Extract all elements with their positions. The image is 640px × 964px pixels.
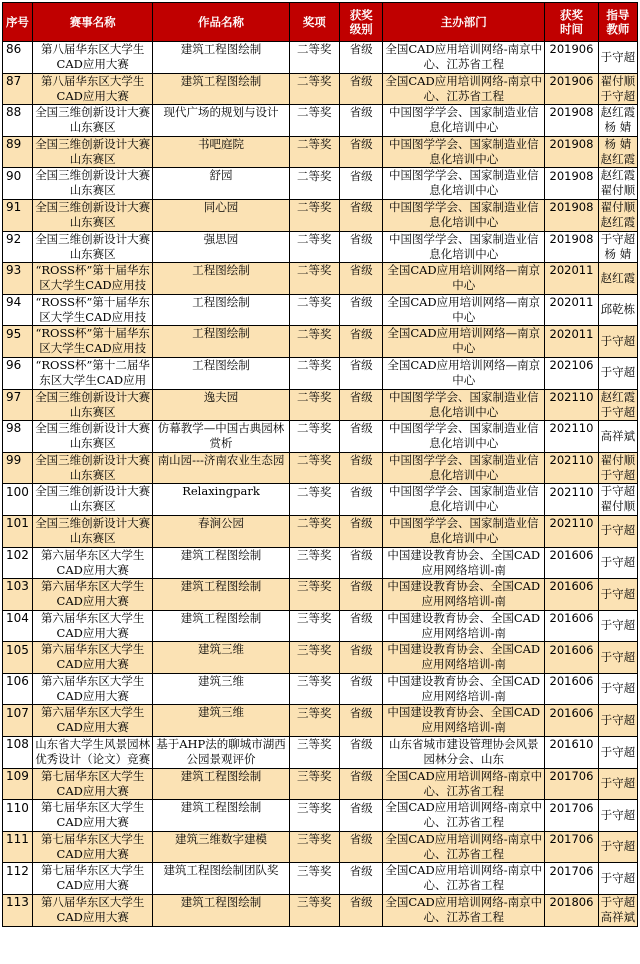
cell-time: 201906 [545,73,599,105]
cell-organizer: 中国图学学会、国家制造业信息化培训中心 [383,452,545,484]
cell-no: 103 [3,579,33,611]
cell-level: 省级 [340,294,383,326]
cell-award: 二等奖 [289,326,340,358]
cell-no: 95 [3,326,33,358]
cell-level: 省级 [340,168,383,200]
table-row [3,357,638,389]
cell-award: 三等奖 [289,737,340,769]
cell-work: 仿幕教学—中国古典园林赏析 [153,421,289,453]
cell-time: 201908 [545,105,599,137]
cell-organizer: 山东省城市建设管理协会风景园林分会、山东 [383,737,545,769]
cell-organizer: 中国图学学会、国家制造业信息化培训中心 [383,421,545,453]
cell-event: 全国三维创新设计大赛山东赛区 [32,168,153,200]
cell-award: 三等奖 [289,673,340,705]
cell-time: 201606 [545,673,599,705]
cell-event: “ROSS杯”第十届华东区大学生CAD应用技 [32,263,153,295]
cell-event: “ROSS杯”第十届华东区大学生CAD应用技 [32,326,153,358]
table-header-row [3,3,638,42]
cell-event: “ROSS杯”第十二届华东区大学生CAD应用 [32,357,153,389]
cell-work: 工程图绘制 [153,357,289,389]
cell-organizer: 中国图学学会、国家制造业信息化培训中心 [383,136,545,168]
cell-time: 201908 [545,168,599,200]
cell-event: 全国三维创新设计大赛山东赛区 [32,389,153,421]
cell-work: 建筑三维数字建模 [153,831,289,863]
cell-teacher: 赵红霞 [598,263,637,295]
cell-work: 建筑三维 [153,673,289,705]
cell-work: 建筑工程图绘制 [153,610,289,642]
cell-work: 春涧公园 [153,515,289,547]
cell-no: 111 [3,831,33,863]
cell-teacher: 翟付顺 于守超 [598,73,637,105]
cell-award: 二等奖 [289,421,340,453]
cell-teacher: 高祥斌 [598,421,637,453]
table-row [3,389,638,421]
cell-teacher: 于守超 [598,326,637,358]
cell-level: 省级 [340,895,383,927]
cell-teacher: 于守超 [598,737,637,769]
cell-time: 201908 [545,136,599,168]
cell-work: 强思园 [153,231,289,263]
awards-table [2,2,638,927]
cell-work: 建筑工程图绘制团队奖 [153,863,289,895]
cell-teacher: 赵红霞 杨 婧 [598,105,637,137]
cell-teacher: 于守超 [598,705,637,737]
cell-event: 全国三维创新设计大赛山东赛区 [32,421,153,453]
cell-event: 第六届华东区大学生CAD应用大赛 [32,705,153,737]
cell-organizer: 全国CAD应用培训网络—南京中心 [383,357,545,389]
cell-teacher: 于守超 [598,610,637,642]
cell-award: 二等奖 [289,199,340,231]
cell-work: 工程图绘制 [153,294,289,326]
cell-award: 二等奖 [289,136,340,168]
table-row [3,263,638,295]
cell-work: Relaxingpark [153,484,289,516]
header-no: 序号 [3,3,33,42]
cell-teacher: 翟付顺 赵红霞 [598,199,637,231]
table-row [3,642,638,674]
cell-work: 建筑工程图绘制 [153,42,289,74]
table-row [3,105,638,137]
cell-work: 舒园 [153,168,289,200]
header-level: 获奖 级别 [340,3,383,42]
cell-time: 201706 [545,863,599,895]
cell-organizer: 全国CAD应用培训网络-南京中心、江苏省工程 [383,863,545,895]
cell-award: 二等奖 [289,73,340,105]
cell-event: 全国三维创新设计大赛山东赛区 [32,515,153,547]
cell-award: 二等奖 [289,515,340,547]
cell-event: 第六届华东区大学生CAD应用大赛 [32,610,153,642]
cell-work: 建筑三维 [153,642,289,674]
cell-teacher: 于守超 高祥斌 [598,895,637,927]
cell-time: 201606 [545,705,599,737]
cell-level: 省级 [340,357,383,389]
cell-no: 106 [3,673,33,705]
cell-level: 省级 [340,515,383,547]
table-row [3,294,638,326]
cell-time: 202110 [545,452,599,484]
cell-award: 三等奖 [289,895,340,927]
cell-teacher: 赵红霞 于守超 [598,389,637,421]
cell-no: 110 [3,800,33,832]
cell-award: 三等奖 [289,831,340,863]
cell-no: 98 [3,421,33,453]
cell-award: 二等奖 [289,42,340,74]
cell-work: 工程图绘制 [153,263,289,295]
cell-work: 建筑三维 [153,705,289,737]
cell-level: 省级 [340,579,383,611]
cell-time: 201908 [545,199,599,231]
cell-teacher: 翟付顺 于守超 [598,452,637,484]
cell-no: 109 [3,768,33,800]
cell-no: 99 [3,452,33,484]
cell-level: 省级 [340,610,383,642]
header-organizer: 主办部门 [383,3,545,42]
cell-work: 工程图绘制 [153,326,289,358]
table-row [3,42,638,74]
cell-time: 202110 [545,515,599,547]
cell-teacher: 于守超 [598,579,637,611]
cell-time: 201606 [545,642,599,674]
cell-level: 省级 [340,863,383,895]
table-row [3,168,638,200]
cell-level: 省级 [340,199,383,231]
cell-no: 87 [3,73,33,105]
cell-level: 省级 [340,231,383,263]
cell-time: 201606 [545,579,599,611]
cell-no: 112 [3,863,33,895]
cell-event: 全国三维创新设计大赛山东赛区 [32,484,153,516]
cell-award: 二等奖 [289,389,340,421]
cell-level: 省级 [340,768,383,800]
cell-no: 86 [3,42,33,74]
cell-event: 第七届华东区大学生CAD应用大赛 [32,768,153,800]
table-body [3,42,638,927]
table-row [3,73,638,105]
cell-no: 94 [3,294,33,326]
cell-event: 全国三维创新设计大赛山东赛区 [32,452,153,484]
cell-organizer: 中国图学学会、国家制造业信息化培训中心 [383,231,545,263]
cell-award: 三等奖 [289,863,340,895]
cell-time: 201606 [545,547,599,579]
cell-level: 省级 [340,421,383,453]
cell-level: 省级 [340,452,383,484]
cell-teacher: 于守超 [598,768,637,800]
cell-teacher: 于守超 杨 婧 [598,231,637,263]
cell-organizer: 中国建设教育协会、全国CAD应用网络培训-南 [383,705,545,737]
cell-organizer: 中国图学学会、国家制造业信息化培训中心 [383,515,545,547]
table-row [3,515,638,547]
cell-award: 三等奖 [289,610,340,642]
cell-no: 92 [3,231,33,263]
cell-event: 第六届华东区大学生CAD应用大赛 [32,673,153,705]
cell-no: 91 [3,199,33,231]
cell-level: 省级 [340,737,383,769]
cell-no: 88 [3,105,33,137]
cell-organizer: 中国图学学会、国家制造业信息化培训中心 [383,484,545,516]
cell-organizer: 全国CAD应用培训网络-南京中心、江苏省工程 [383,42,545,74]
cell-award: 三等奖 [289,705,340,737]
cell-no: 97 [3,389,33,421]
cell-teacher: 邱乾栋 [598,294,637,326]
cell-organizer: 中国建设教育协会、全国CAD应用网络培训-南 [383,579,545,611]
cell-level: 省级 [340,547,383,579]
cell-time: 201908 [545,231,599,263]
cell-teacher: 于守超 [598,357,637,389]
table-row [3,452,638,484]
table-row [3,484,638,516]
cell-organizer: 全国CAD应用培训网络-南京中心、江苏省工程 [383,831,545,863]
cell-level: 省级 [340,800,383,832]
cell-award: 三等奖 [289,800,340,832]
header-work: 作品名称 [153,3,289,42]
cell-work: 建筑工程图绘制 [153,73,289,105]
table-row [3,737,638,769]
cell-time: 201706 [545,831,599,863]
table-row [3,610,638,642]
cell-time: 202110 [545,484,599,516]
cell-time: 202011 [545,263,599,295]
cell-organizer: 全国CAD应用培训网络-南京中心、江苏省工程 [383,73,545,105]
cell-teacher: 于守超 [598,673,637,705]
header-teacher: 指导 教师 [598,3,637,42]
cell-event: 第六届华东区大学生CAD应用大赛 [32,642,153,674]
cell-work: 逸夫园 [153,389,289,421]
cell-event: 第七届华东区大学生CAD应用大赛 [32,800,153,832]
cell-no: 107 [3,705,33,737]
cell-time: 201906 [545,42,599,74]
header-time: 获奖 时间 [545,3,599,42]
table-row [3,136,638,168]
cell-time: 201706 [545,800,599,832]
cell-level: 省级 [340,484,383,516]
header-award: 奖项 [289,3,340,42]
cell-level: 省级 [340,673,383,705]
cell-event: 第七届华东区大学生CAD应用大赛 [32,831,153,863]
cell-no: 101 [3,515,33,547]
table-row [3,831,638,863]
cell-award: 三等奖 [289,547,340,579]
cell-award: 二等奖 [289,357,340,389]
table-row [3,768,638,800]
table-row [3,421,638,453]
cell-no: 105 [3,642,33,674]
cell-award: 二等奖 [289,105,340,137]
cell-level: 省级 [340,136,383,168]
table-row [3,863,638,895]
cell-work: 建筑工程图绘制 [153,895,289,927]
cell-time: 202110 [545,389,599,421]
table-row [3,705,638,737]
cell-organizer: 中国建设教育协会、全国CAD应用网络培训-南 [383,673,545,705]
cell-level: 省级 [340,73,383,105]
cell-teacher: 于守超 翟付顺 [598,484,637,516]
table-row [3,231,638,263]
cell-event: 第七届华东区大学生CAD应用大赛 [32,863,153,895]
cell-time: 202011 [545,326,599,358]
cell-award: 二等奖 [289,294,340,326]
cell-event: 全国三维创新设计大赛山东赛区 [32,105,153,137]
cell-no: 90 [3,168,33,200]
cell-event: 第八届华东区大学生CAD应用大赛 [32,73,153,105]
cell-event: 第八届华东区大学生CAD应用大赛 [32,895,153,927]
cell-teacher: 于守超 [598,831,637,863]
cell-award: 二等奖 [289,231,340,263]
cell-no: 96 [3,357,33,389]
cell-organizer: 中国建设教育协会、全国CAD应用网络培训-南 [383,642,545,674]
cell-organizer: 中国建设教育协会、全国CAD应用网络培训-南 [383,547,545,579]
cell-event: 全国三维创新设计大赛山东赛区 [32,136,153,168]
cell-award: 二等奖 [289,168,340,200]
cell-work: 建筑工程图绘制 [153,800,289,832]
cell-organizer: 中国图学学会、国家制造业信息化培训中心 [383,168,545,200]
cell-work: 同心园 [153,199,289,231]
table-row [3,800,638,832]
cell-event: 第六届华东区大学生CAD应用大赛 [32,579,153,611]
cell-teacher: 于守超 [598,642,637,674]
cell-work: 现代广场的规划与设计 [153,105,289,137]
cell-teacher: 于守超 [598,547,637,579]
cell-organizer: 全国CAD应用培训网络-南京中心、江苏省工程 [383,895,545,927]
cell-organizer: 全国CAD应用培训网络—南京中心 [383,263,545,295]
table-row [3,547,638,579]
table-row [3,673,638,705]
cell-organizer: 全国CAD应用培训网络—南京中心 [383,326,545,358]
cell-award: 二等奖 [289,484,340,516]
cell-work: 书吧庭院 [153,136,289,168]
header-event: 赛事名称 [32,3,153,42]
cell-work: 建筑工程图绘制 [153,579,289,611]
cell-work: 南山园---济南农业生态园 [153,452,289,484]
cell-teacher: 于守超 [598,42,637,74]
cell-time: 201610 [545,737,599,769]
cell-organizer: 全国CAD应用培训网络-南京中心、江苏省工程 [383,800,545,832]
cell-award: 二等奖 [289,452,340,484]
cell-level: 省级 [340,642,383,674]
cell-level: 省级 [340,326,383,358]
cell-award: 三等奖 [289,768,340,800]
cell-teacher: 赵红霞 翟付顺 [598,168,637,200]
cell-no: 102 [3,547,33,579]
cell-event: 全国三维创新设计大赛山东赛区 [32,199,153,231]
cell-time: 202011 [545,294,599,326]
cell-level: 省级 [340,831,383,863]
cell-time: 202110 [545,421,599,453]
cell-no: 100 [3,484,33,516]
cell-organizer: 中国建设教育协会、全国CAD应用网络培训-南 [383,610,545,642]
cell-no: 104 [3,610,33,642]
cell-level: 省级 [340,105,383,137]
cell-work: 基于AHP法的聊城市湖西公园景观评价 [153,737,289,769]
cell-organizer: 中国图学学会、国家制造业信息化培训中心 [383,389,545,421]
cell-event: 第六届华东区大学生CAD应用大赛 [32,547,153,579]
cell-no: 93 [3,263,33,295]
cell-organizer: 中国图学学会、国家制造业信息化培训中心 [383,105,545,137]
table-row [3,326,638,358]
cell-event: “ROSS杯”第十届华东区大学生CAD应用技 [32,294,153,326]
cell-time: 202106 [545,357,599,389]
table-row [3,579,638,611]
cell-teacher: 于守超 [598,800,637,832]
cell-time: 201706 [545,768,599,800]
cell-time: 201606 [545,610,599,642]
cell-organizer: 全国CAD应用培训网络—南京中心 [383,294,545,326]
cell-teacher: 杨 婧 赵红霞 [598,136,637,168]
cell-work: 建筑工程图绘制 [153,768,289,800]
cell-time: 201806 [545,895,599,927]
cell-award: 三等奖 [289,642,340,674]
cell-award: 二等奖 [289,263,340,295]
cell-event: 山东省大学生风景园林优秀设计（论文）竞赛 [32,737,153,769]
cell-work: 建筑工程图绘制 [153,547,289,579]
cell-event: 第八届华东区大学生CAD应用大赛 [32,42,153,74]
table-row [3,895,638,927]
cell-teacher: 于守超 [598,863,637,895]
cell-level: 省级 [340,263,383,295]
cell-no: 108 [3,737,33,769]
cell-event: 全国三维创新设计大赛山东赛区 [32,231,153,263]
cell-organizer: 中国图学学会、国家制造业信息化培训中心 [383,199,545,231]
cell-level: 省级 [340,705,383,737]
cell-level: 省级 [340,389,383,421]
cell-level: 省级 [340,42,383,74]
cell-organizer: 全国CAD应用培训网络-南京中心、江苏省工程 [383,768,545,800]
cell-teacher: 于守超 [598,515,637,547]
cell-no: 113 [3,895,33,927]
cell-award: 三等奖 [289,579,340,611]
table-row [3,199,638,231]
cell-no: 89 [3,136,33,168]
